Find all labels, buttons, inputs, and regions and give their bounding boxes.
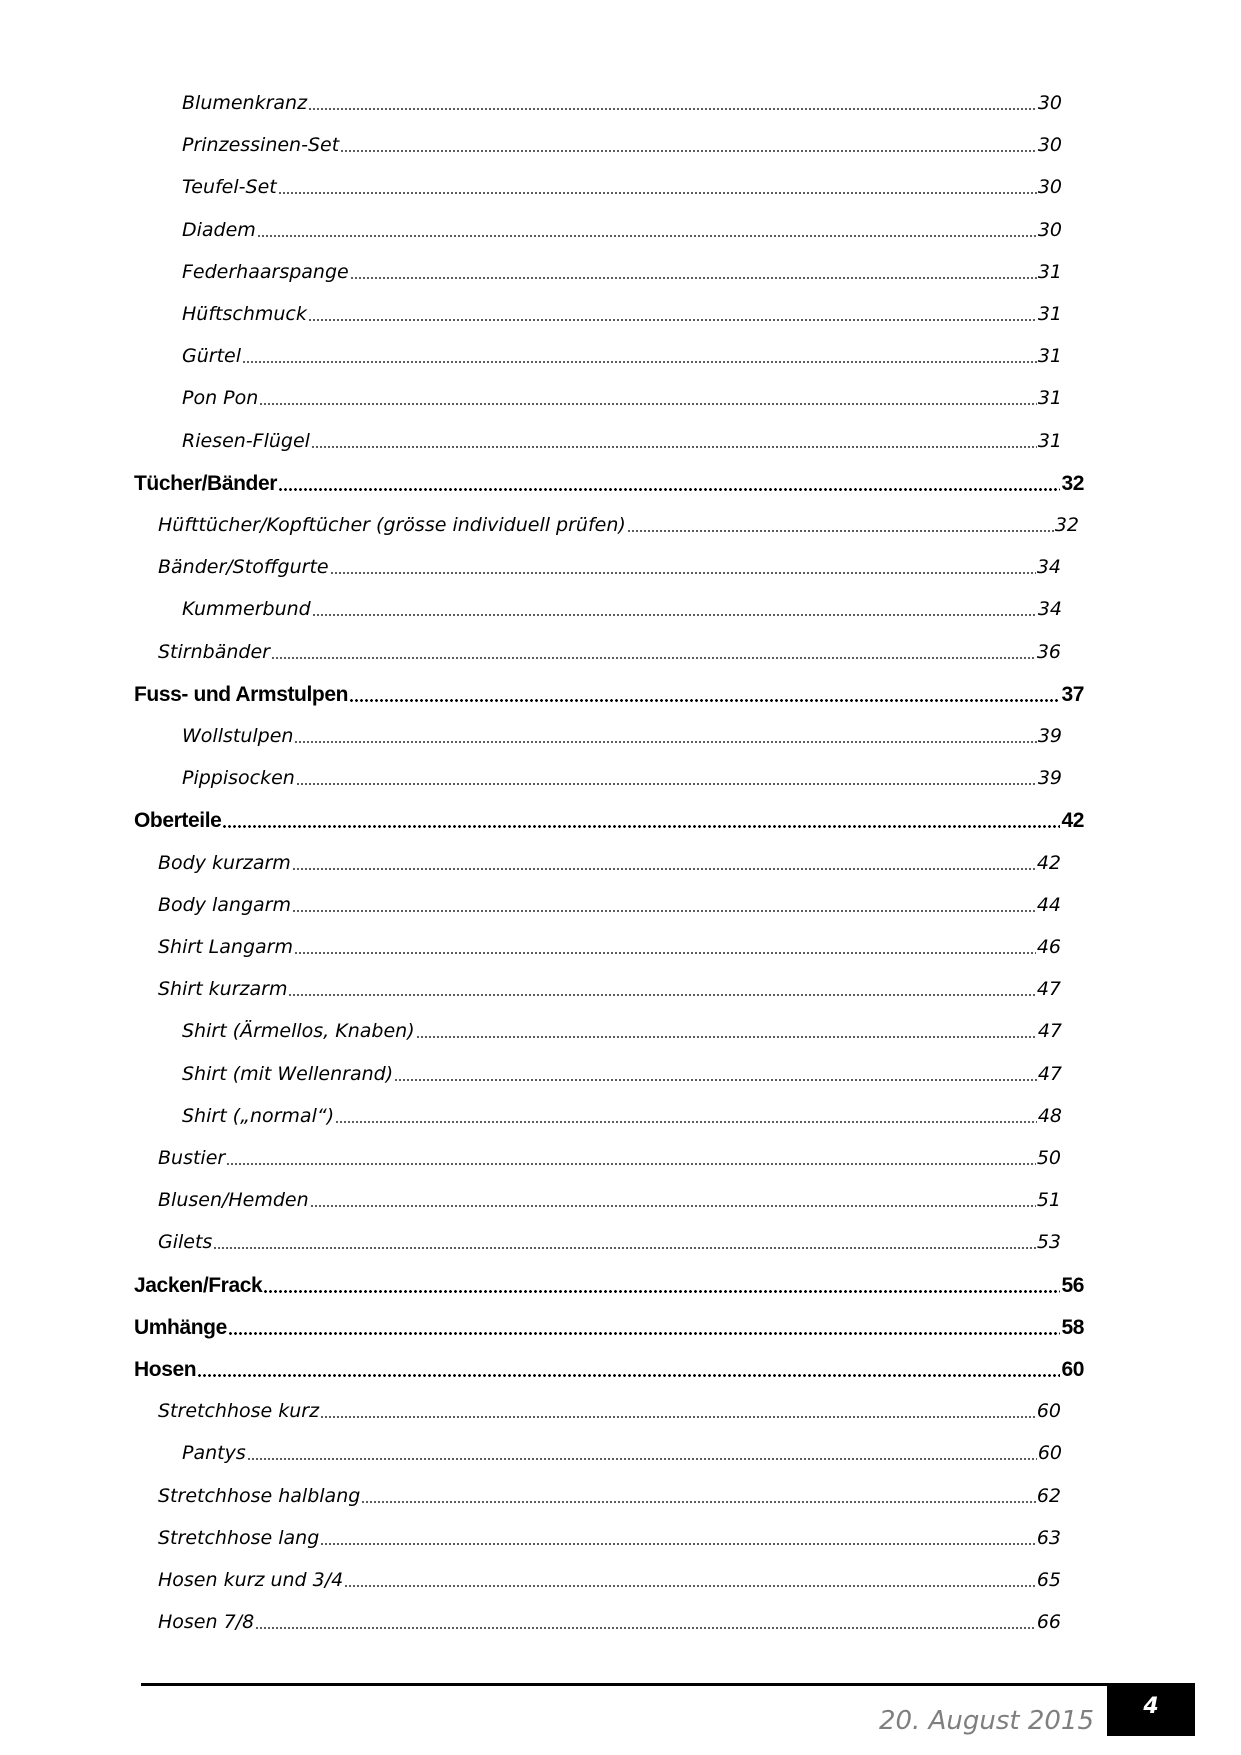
- toc-entry-title: Stretchhose lang: [158, 1526, 320, 1549]
- toc-entry-page: 31: [1037, 303, 1062, 325]
- toc-leader-dots: [294, 936, 1036, 955]
- toc-entry-title: Prinzessinen-Set: [182, 134, 340, 157]
- toc-leader-dots: [340, 134, 1037, 153]
- toc-entry[interactable]: [182, 723, 1062, 747]
- toc-entry-title: Shirt Langarm: [158, 936, 293, 958]
- toc-entry-page: 60: [1061, 1358, 1084, 1381]
- toc-entry-title: Riesen-Flügel: [182, 429, 310, 452]
- toc-entry-title: Kummerbund: [182, 598, 311, 621]
- toc-entry[interactable]: [134, 1271, 1084, 1298]
- toc-entry[interactable]: [158, 934, 1061, 958]
- toc-leader-dots: [222, 808, 1060, 829]
- toc-entry-page: 47: [1036, 978, 1061, 1001]
- toc-entry[interactable]: [158, 1229, 1061, 1253]
- toc-entry[interactable]: [158, 892, 1061, 916]
- toc-entry[interactable]: [158, 1483, 1061, 1507]
- toc-entry-title: Gilets: [158, 1231, 213, 1254]
- toc-entry-page: 39: [1037, 725, 1062, 747]
- toc-leader-dots: [294, 725, 1036, 744]
- toc-entry[interactable]: [134, 1313, 1084, 1340]
- toc-entry-title: Wollstulpen: [182, 725, 294, 747]
- toc-leader-dots: [320, 1400, 1036, 1419]
- toc-entry-title: Umhänge: [134, 1315, 227, 1339]
- toc-entry-page: 46: [1036, 936, 1061, 958]
- toc-leader-dots: [259, 387, 1037, 406]
- toc-entry-page: 31: [1037, 387, 1062, 410]
- toc-leader-dots: [197, 1357, 1060, 1378]
- toc-leader-dots: [308, 92, 1037, 111]
- toc-entry-title: Shirt („normal“): [182, 1104, 335, 1127]
- toc-entry-page: 47: [1037, 1062, 1062, 1085]
- toc-entry-page: 34: [1036, 556, 1061, 579]
- toc-entry-title: Tücher/Bänder: [134, 471, 277, 495]
- toc-leader-dots: [278, 471, 1060, 492]
- toc-leader-dots: [350, 261, 1037, 280]
- toc-entry-page: 53: [1036, 1231, 1061, 1254]
- footer-rule: [141, 1683, 1195, 1686]
- toc-entry-page: 30: [1037, 176, 1062, 199]
- toc-entry[interactable]: [158, 1145, 1061, 1169]
- toc-leader-dots: [242, 345, 1037, 364]
- toc-entry-title: Federhaarspange: [182, 260, 349, 283]
- toc-entry-title: Stretchhose halblang: [158, 1484, 361, 1507]
- toc-entry[interactable]: [158, 976, 1061, 1000]
- toc-leader-dots: [311, 430, 1037, 449]
- toc-entry-page: 31: [1037, 429, 1062, 452]
- toc-entry-title: Hosen 7/8: [158, 1611, 255, 1634]
- toc-leader-dots: [257, 219, 1037, 238]
- toc-entry[interactable]: [134, 806, 1084, 833]
- toc-entry-page: 63: [1036, 1526, 1061, 1549]
- toc-entry-page: 50: [1036, 1147, 1061, 1169]
- toc-entry[interactable]: [158, 1609, 1061, 1633]
- toc-leader-dots: [310, 1189, 1036, 1208]
- toc-entry[interactable]: [134, 680, 1084, 707]
- toc-leader-dots: [312, 598, 1037, 617]
- page-number-box: [1107, 1685, 1195, 1736]
- toc-entry[interactable]: [158, 1525, 1061, 1549]
- toc-entry-title: Gürtel: [182, 345, 241, 368]
- toc-leader-dots: [296, 767, 1037, 786]
- toc-entry-title: Teufel-Set: [182, 176, 277, 199]
- toc-entry-page: 34: [1037, 598, 1062, 621]
- toc-entry[interactable]: [182, 765, 1062, 789]
- toc-entry-title: Stirnbänder: [158, 640, 270, 663]
- toc-leader-dots: [263, 1273, 1060, 1294]
- toc-entry-title: Body langarm: [158, 893, 291, 916]
- toc-leader-dots: [361, 1485, 1036, 1504]
- toc-entry-title: Stretchhose kurz: [158, 1400, 320, 1423]
- toc-entry-page: 32: [1061, 471, 1084, 495]
- footer-date: 20. August 2015: [878, 1706, 1094, 1736]
- toc-entry-title: Diadem: [182, 218, 256, 241]
- toc-entry-title: Pon Pon: [182, 387, 259, 410]
- toc-entry-title: Hüftschmuck: [182, 303, 307, 325]
- toc-entry-title: Pippisocken: [182, 767, 295, 790]
- toc-entry[interactable]: [182, 428, 1062, 452]
- toc-entry-page: 47: [1037, 1020, 1062, 1043]
- page-number: 4: [1143, 1694, 1159, 1719]
- toc-entry[interactable]: [158, 639, 1061, 663]
- toc-entry[interactable]: [134, 1355, 1084, 1382]
- toc-leader-dots: [213, 1231, 1035, 1250]
- toc-entry[interactable]: [182, 132, 1062, 156]
- toc-entry[interactable]: [182, 217, 1062, 241]
- toc-entry-title: Hüfttücher/Kopftücher (grösse individuell prüfen): [158, 514, 626, 536]
- toc-entry-page: 30: [1037, 218, 1062, 241]
- toc-entry-page: 31: [1037, 260, 1062, 283]
- toc-entry-title: Bänder/Stoffgurte: [158, 556, 329, 579]
- toc-leader-dots: [320, 1527, 1036, 1546]
- toc-entry[interactable]: [158, 554, 1061, 578]
- toc-entry[interactable]: [182, 90, 1062, 114]
- toc-entry-page: 60: [1037, 1442, 1062, 1465]
- toc-entry[interactable]: [182, 1103, 1062, 1127]
- toc-entry-title: Shirt kurzarm: [158, 978, 288, 1001]
- toc-entry-page: 31: [1037, 345, 1062, 368]
- toc-entry-page: 36: [1036, 640, 1061, 663]
- toc-entry-title: Jacken/Frack: [134, 1273, 263, 1297]
- toc-leader-dots: [278, 176, 1037, 195]
- toc-leader-dots: [416, 1020, 1037, 1039]
- toc-leader-dots: [344, 1569, 1036, 1588]
- toc-entry[interactable]: [158, 512, 1079, 536]
- toc-entry[interactable]: [182, 174, 1062, 198]
- toc-leader-dots: [292, 894, 1036, 913]
- toc-entry-title: Blusen/Hemden: [158, 1189, 309, 1212]
- toc-entry[interactable]: [182, 1440, 1062, 1464]
- toc-entry-title: Hosen kurz und 3/4: [158, 1569, 344, 1591]
- toc-entry-page: 51: [1036, 1189, 1061, 1212]
- toc-entry-title: Oberteile: [134, 809, 222, 833]
- toc-entry-title: Shirt (Ärmellos, Knaben): [182, 1020, 415, 1043]
- toc-leader-dots: [627, 514, 1054, 533]
- toc-entry[interactable]: [182, 343, 1062, 367]
- toc-entry-title: Body kurzarm: [158, 851, 291, 874]
- toc-entry-title: Pantys: [182, 1442, 246, 1465]
- toc-entry-page: 58: [1061, 1315, 1084, 1339]
- toc-entry-title: Hosen: [134, 1358, 197, 1381]
- toc-leader-dots: [255, 1611, 1036, 1630]
- toc-entry-page: 30: [1037, 92, 1062, 114]
- toc-leader-dots: [394, 1063, 1037, 1082]
- toc-entry-page: 65: [1036, 1569, 1061, 1591]
- toc-entry-page: 66: [1036, 1611, 1061, 1634]
- toc-entry-page: 37: [1061, 682, 1084, 706]
- toc-entry[interactable]: [134, 469, 1084, 496]
- toc-entry[interactable]: [158, 1567, 1061, 1591]
- toc-leader-dots: [271, 641, 1036, 660]
- toc-leader-dots: [226, 1147, 1036, 1166]
- toc-entry[interactable]: [182, 301, 1062, 325]
- toc-entry-title: Shirt (mit Wellenrand): [182, 1062, 394, 1085]
- toc-leader-dots: [335, 1105, 1037, 1124]
- toc-entry[interactable]: [158, 1187, 1061, 1211]
- toc-entry-page: 48: [1037, 1104, 1062, 1127]
- toc-entry-title: Fuss- und Armstulpen: [134, 682, 349, 706]
- toc-entry-page: 56: [1061, 1273, 1084, 1297]
- toc-entry[interactable]: [182, 385, 1062, 409]
- toc-entry-page: 60: [1036, 1400, 1061, 1423]
- toc-leader-dots: [349, 682, 1060, 703]
- toc-entry-page: 42: [1061, 809, 1084, 833]
- toc-entry[interactable]: [182, 596, 1062, 620]
- toc-leader-dots: [228, 1315, 1061, 1336]
- toc-leader-dots: [308, 303, 1037, 322]
- toc-leader-dots: [288, 978, 1035, 997]
- toc-entry-page: 42: [1036, 851, 1061, 874]
- toc-leader-dots: [330, 556, 1036, 575]
- toc-entry[interactable]: [158, 850, 1061, 874]
- toc-entry-title: Bustier: [158, 1147, 226, 1169]
- toc-leader-dots: [292, 852, 1036, 871]
- toc-entry-page: 39: [1037, 767, 1062, 790]
- toc-leader-dots: [247, 1442, 1037, 1461]
- toc-entry[interactable]: [182, 1018, 1062, 1042]
- toc-entry[interactable]: [158, 1398, 1061, 1422]
- toc-entry-page: 32: [1054, 514, 1079, 536]
- toc-entry-title: Blumenkranz: [182, 92, 308, 114]
- toc-entry-page: 44: [1036, 893, 1061, 916]
- toc-entry-page: 62: [1036, 1484, 1061, 1507]
- toc-entry[interactable]: [182, 1061, 1062, 1085]
- toc-entry-page: 30: [1037, 134, 1062, 157]
- toc-entry[interactable]: [182, 259, 1062, 283]
